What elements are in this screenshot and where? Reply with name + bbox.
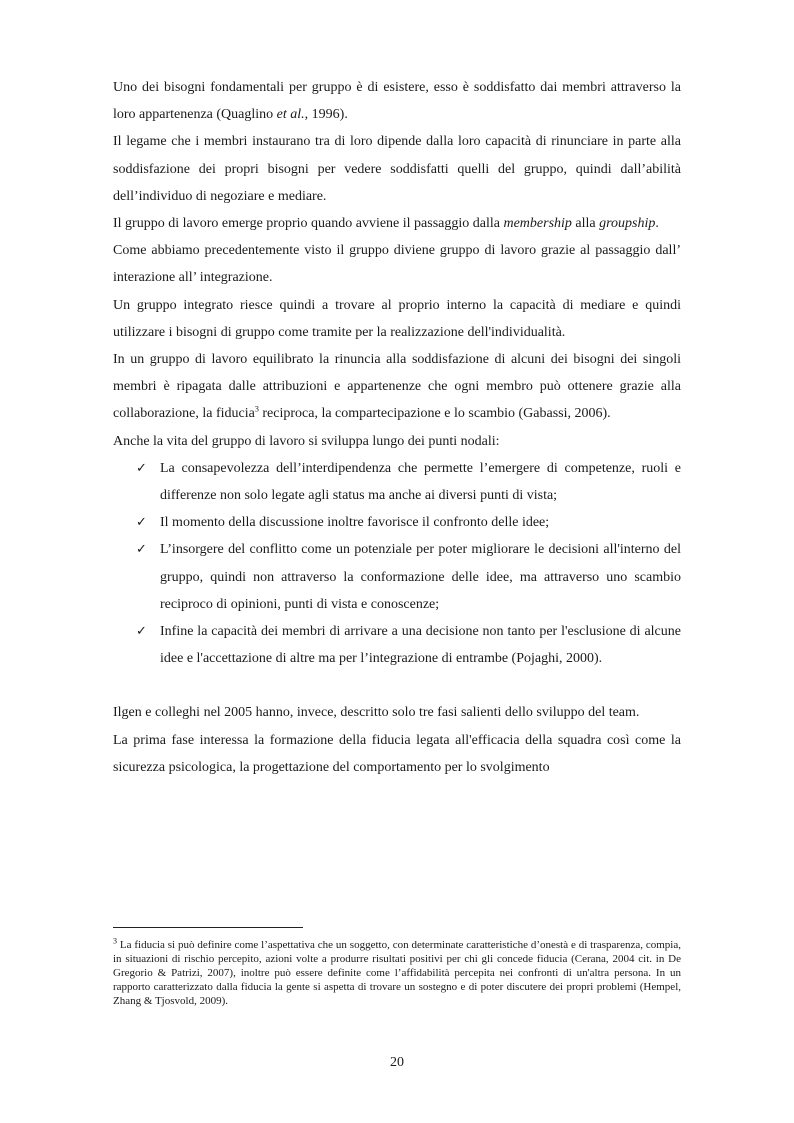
check-mark-icon: ✓	[136, 515, 147, 531]
paragraph-text: In un gruppo di lavoro equilibrato la rinuncia alla soddisfazione di alcuni dei bisogni dei singoli membri è ripagata dalle attribuzioni e appartenenze che ogni membro può ottenere grazie alla collaborazione, la fiducia	[113, 352, 681, 422]
paragraph	[113, 346, 681, 428]
paragraph: Come abbiamo precedentemente visto il gruppo diviene gruppo di lavoro grazie al passaggio dall’ interazione all’ integrazione.	[113, 243, 681, 286]
check-mark-icon: ✓	[136, 542, 147, 558]
footnote-divider	[113, 927, 303, 928]
paragraph-text: alla	[571, 216, 600, 232]
footnote-marker: 3	[113, 936, 117, 946]
paragraph-text: Uno dei bisogni fondamentali per gruppo è di esistere, esso è soddisfatto dai membri attraverso la loro appartenenza (Quaglino	[113, 80, 681, 123]
paragraph-text: reciproca, la compartecipazione e lo scambio (Gabassi, 2006).	[258, 406, 611, 422]
paragraph: Un gruppo integrato riesce quindi a trovare al proprio interno la capacità di mediare e quindi utilizzare i bisogni di gruppo come tramite per la realizzazione dell'individualità.	[113, 297, 681, 340]
list-item	[113, 455, 681, 509]
list-item	[113, 618, 681, 672]
list-item	[113, 509, 681, 536]
footnote	[113, 938, 681, 1008]
page-number: 20	[390, 1055, 404, 1070]
italic-text: membership	[503, 216, 572, 232]
paragraph	[113, 74, 681, 128]
list-item-text: L’insorgere del conflitto come un potenziale per poter migliorare le decisioni all'interno del gruppo, quindi non attraverso la conformazione delle idee, ma attraverso uno scambio reciproco di opinioni, punti di vista e conoscenze;	[160, 542, 681, 612]
bullet-list	[113, 455, 681, 673]
paragraph: Anche la vita del gruppo di lavoro si sviluppa lungo dei punti nodali:	[113, 433, 500, 449]
footnote-text: La fiducia si può definire come l’aspettativa che un soggetto, con determinate caratteristiche d’onestà e di trasparenza, compia, in situazioni di rischio percepito, azioni volte a produrre risultati positivi per chi gli concede fiducia (Cerana, 2004 cit. in De Gregorio & Patrizi, 2007), inoltre può essere definite come l’affidabilità percepita nei confronti di un'altra persona. In un rapporto caratterizzato dalla fiducia la gente si aspetta di trovare un sostegno e di poter discutere dei propri problemi (Hempel, Zhang & Tjosvold, 2009).	[113, 939, 681, 1008]
list-item-text: La consapevolezza dell’interdipendenza che permette l’emergere di competenze, ruoli e differenze non solo legate agli status ma anche ai diversi punti di vista;	[160, 460, 681, 504]
footnote-reference[interactable]: 3	[254, 404, 259, 414]
check-mark-icon: ✓	[136, 624, 147, 640]
body-text	[113, 74, 681, 781]
list-item-text: Il momento della discussione inoltre favorisce il confronto delle idee;	[160, 515, 550, 531]
check-mark-icon: ✓	[136, 460, 147, 476]
italic-text: groupship	[599, 216, 656, 232]
paragraph: Il legame che i membri instaurano tra di loro dipende dalla loro capacità di rinunciare in parte alla soddisfazione dei propri bisogni per vedere soddisfatti quelli del gruppo, quindi dall’abilità dell’individuo di negoziare e mediare.	[113, 134, 681, 204]
italic-text: et al.	[276, 107, 305, 123]
paragraph	[113, 210, 681, 237]
paragraph: La prima fase interessa la formazione della fiducia legata all'efficacia della squadra così come la sicurezza psicologica, la progettazione del comportamento per lo svolgimento	[113, 732, 681, 775]
list-item-text: Infine la capacità dei membri di arrivare a una decisione non tanto per l'esclusione di alcune idee e l'accettazione di altre ma per l’integrazione di entrambe (Pojaghi, 2000).	[160, 624, 681, 667]
paragraph: Ilgen e colleghi nel 2005 hanno, invece, descritto solo tre fasi salienti dello sviluppo del team.	[113, 705, 640, 721]
paragraph-text: Il gruppo di lavoro emerge proprio quando avviene il passaggio dalla	[113, 216, 504, 232]
paragraph-spacer	[113, 672, 681, 699]
list-item	[113, 536, 681, 618]
paragraph-text: .	[655, 216, 659, 232]
paragraph-text: , 1996).	[304, 107, 348, 123]
